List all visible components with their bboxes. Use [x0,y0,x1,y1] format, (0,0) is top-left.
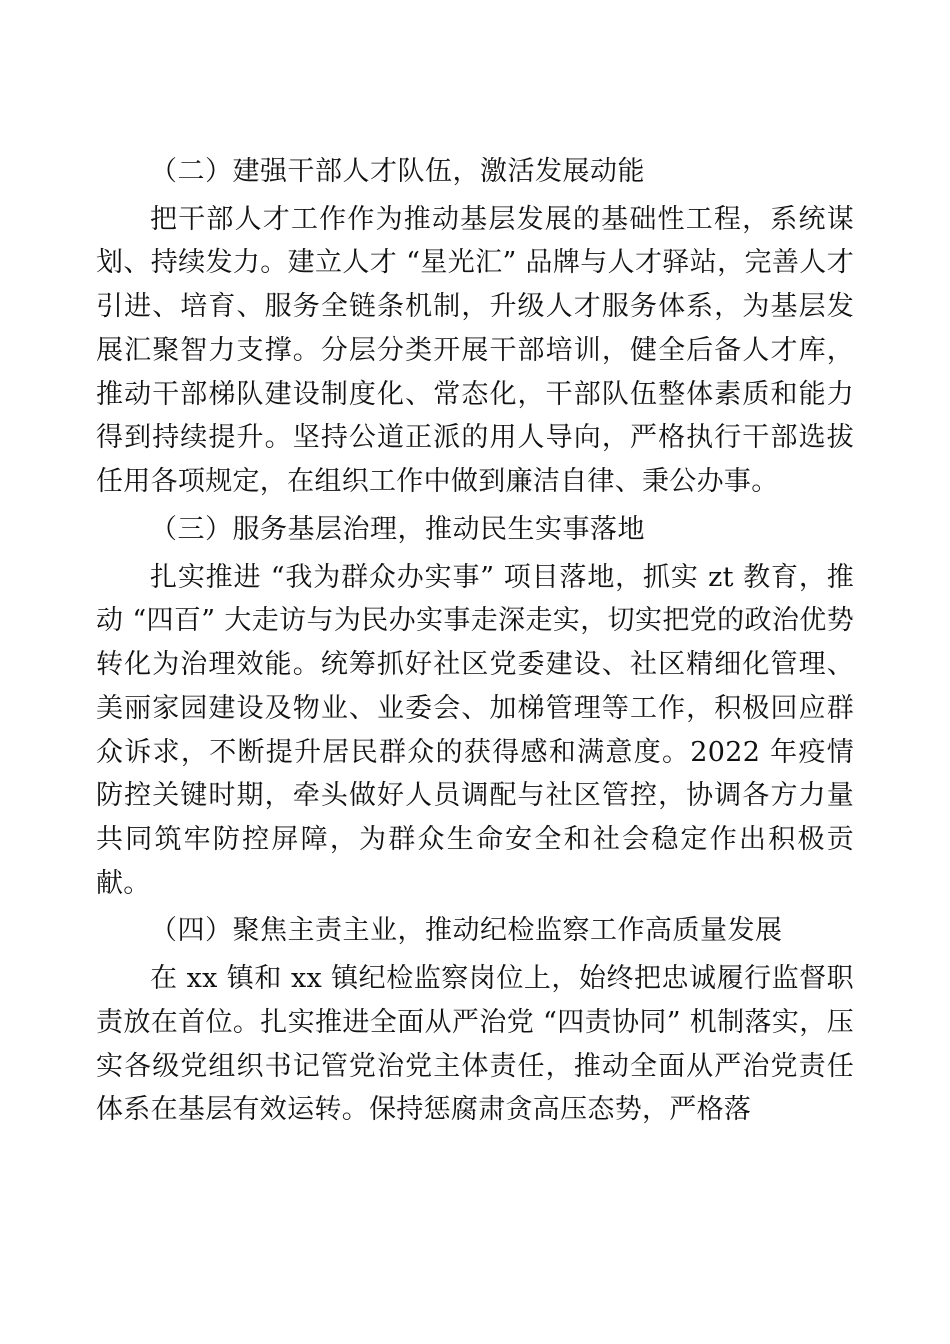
section-two-body: 把干部人才工作作为推动基层发展的基础性工程，系统谋划、持续发力。建立人才 “星光汇” 品牌与人才驿站，完善人才引进、培育、服务全链条机制，升级人才服务体系，为基层发展汇聚智力支撑。分层分类开展干部培训，健全后备人才库，推动干部梯队建设制度化、常态化，干部队伍整体素质和能力得到持续提升。坚持公道正派的用人导向，严格执行干部选拔任用各项规定，在组织工作中做到廉洁自律、秉公办事。 [96,203,854,498]
section-heading-two: （二）建强干部人才队伍，激活发展动能 [150,156,645,187]
section-four-body: 在 xx 镇和 xx 镇纪检监察岗位上，始终把忠诚履行监督职责放在首位。扎实推进全面从严治党 “四责协同” 机制落实，压实各级党组织书记管党治党主体责任，推动全面从严治党责任体系在基层有效运转。保持惩腐肃贪高压态势，严格落 [96,963,854,1126]
section-heading-three: （三）服务基层治理，推动民生实事落地 [150,513,645,545]
section-heading-four: （四）聚焦主责主业，推动纪检监察工作高质量发展 [150,915,783,947]
document-body [96,150,854,1132]
section-three-body: 扎实推进 “我为群众办实事” 项目落地，抓实 zt 教育，推动 “四百” 大走访与为民办实事走深走实，切实把党的政治优势转化为治理效能。统筹抓好社区党委建设、社区精细化管理、美丽家园建设及物业、业委会、加梯管理等工作，积极回应群众诉求，不断提升居民群众的获得感和满意度。2022 年疫情防控关键时期，牵头做好人员调配与社区管控，协调各方力量共同筑牢防控屏障，为群众生命安全和社会稳定作出积极贡献。 [96,561,854,899]
